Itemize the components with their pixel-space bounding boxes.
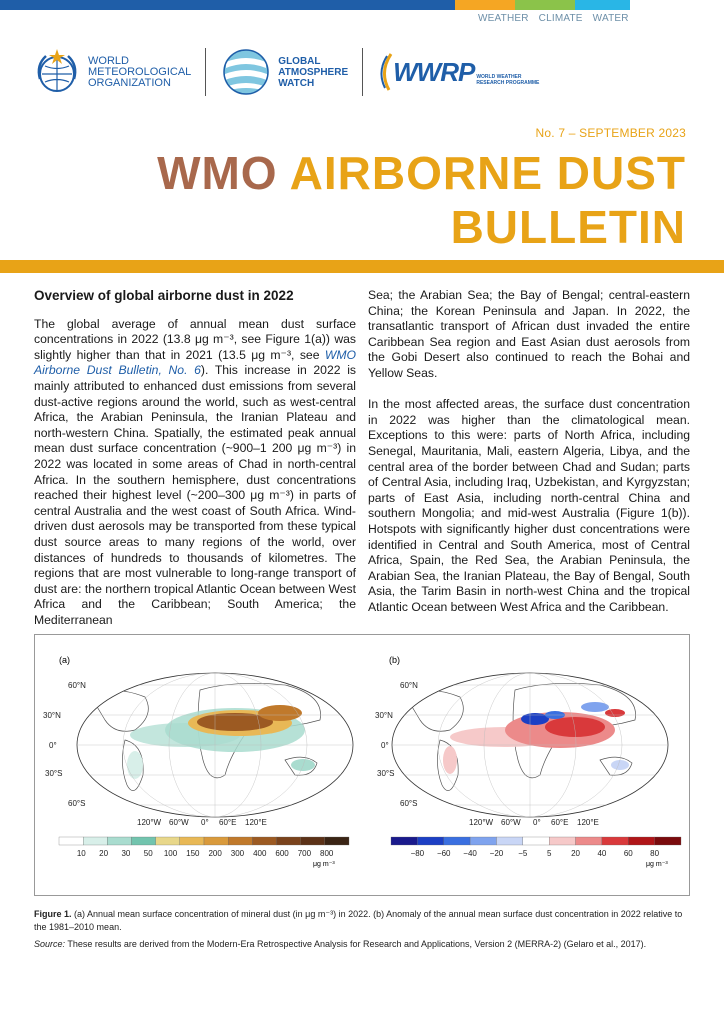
logo-divider [362,48,363,96]
panel-a-lon-120w: 120°W [137,818,162,827]
panel-b-tarim-positive [605,709,625,717]
article-column-right [368,288,690,631]
tagline-weather: WEATHER [478,13,529,24]
panel-a-lon-60w: 60°W [169,818,189,827]
paragraph-1-part-1 [34,317,356,629]
panel-a-lat-30s: 30°S [45,769,63,778]
panel-b-colorbar-swatch [496,837,522,845]
panel-b-unit: μg m⁻³ [646,861,668,868]
caption-figure-label: Figure 1. [34,909,72,919]
gaw-logo-line1: GLOBAL [278,55,321,67]
gaw-logo [220,44,348,100]
panel-a-colorbar-tick: 200 [208,849,222,858]
article-column-left [34,288,356,644]
panel-b-colorbar-swatch [391,837,417,845]
tagline-water: WATER [592,13,629,24]
panel-a-colorbar-swatch [83,837,107,845]
panel-a-lat-30n: 30°N [43,711,61,720]
panel-a-asia-dust [258,705,302,721]
caption-source-text: These results are derived from the Modern-Era Retrospective Analysis for Research and Applications, Version 2 (MERRA-2) (Gelaro et al., 2017). [65,939,647,949]
gaw-logo-line3: WATCH [278,77,315,89]
panel-a-colorbar-swatch [325,837,349,845]
panel-a-colorbar-tick: 700 [297,849,312,858]
bar-segment-cyan [575,0,630,10]
panel-b-lon-60e: 60°E [551,818,569,827]
panel-a-colorbar-swatch [277,837,301,845]
panel-b-lon-labels [469,818,599,827]
panel-b-colorbar-swatch [655,837,681,845]
panel-b-colorbar-swatch [549,837,575,845]
panel-a-colorbar-swatch [252,837,276,845]
panel-b-colorbar-swatch [628,837,654,845]
panel-b-label: (b) [389,655,400,665]
panel-a-lat-0: 0° [49,741,57,750]
panel-b-lat-0: 0° [381,741,389,750]
panel-a-lat-60s: 60°S [68,799,86,808]
page-title [157,146,686,254]
tagline [478,13,629,24]
panel-b-colorbar-tick: −20 [489,849,504,858]
panel-a-colorbar-tick: 300 [230,849,245,858]
logo-strip [32,42,539,102]
panel-b-colorbar-swatch [576,837,602,845]
panel-b-colorbar-tick: −80 [410,849,425,858]
panel-b-map [390,673,670,817]
gaw-globe-icon [220,44,272,100]
panel-a-colorbar-swatch [132,837,156,845]
panel-b-colorbar-tick: −40 [463,849,477,858]
gaw-logo-line2: ATMOSPHERE [278,66,349,78]
panel-b-colorbar-tick: 5 [546,849,552,858]
bar-segment-green [515,0,575,10]
paragraph-2: In the most affected areas, the surface dust concentration in 2022 was higher than the climatological mean. Exceptions to this were: parts of North Africa, including Senegal, Mauritania, Mali, eastern Algeria, Libya, and the central area of the border between Chad and Sudan; parts of Central Asia, including Iraq, Uzbekistan, and Kyrgyzstan; parts of East Asia, including north-central China and southern Mongolia; and mid-west Australia (Figure 1(b)). Hotspots with significantly higher dust concentrations were identified in Central and South America, most of Central Africa, Spain, the Red Sea, the Arabian Peninsula, the Arabian Sea, the Iranian Plateau, the Bay of Bengal, South Asia, the Tarim Basin in north-west China and the tropical Atlantic Ocean between West Africa and the Caribbean. [368,397,690,614]
paragraph-1-part-2: Sea; the Arabian Sea; the Bay of Bengal; central-eastern China; the Korean Peninsula and Japan. In 2022, the transatlantic transport of African dust invaded the entire Caribbean Sea region and East Asian dust aerosols from the Gobi Desert also continued to reach the Bohai and Yellow Seas. [368,288,690,380]
panel-a-colorbar [59,837,349,845]
panel-b-colorbar-swatch [470,837,496,845]
panel-b-colorbar-swatch [602,837,628,845]
caption-text: (a) Annual mean surface concentration of mineral dust (in μg m⁻³) in 2022. (b) Anomaly of the annual mean surface dust concentration in 2022 relative to the 1981–2010 mean. [34,909,683,932]
panel-a-colorbar-swatch [228,837,252,845]
panel-b-lat-60s: 60°S [400,799,418,808]
panel-a-colorbar-ticks [77,849,334,858]
wwrp-mark: WWRP [393,56,475,87]
panel-a-colorbar-swatch [301,837,325,845]
panel-b-lat-30s: 30°S [377,769,395,778]
wwrp-sub-line2: RESEARCH PROGRAMME [476,80,540,86]
panel-b-sahel-negative [521,713,549,725]
figure-1-maps [35,635,689,895]
panel-a-colorbar-tick: 10 [76,849,86,858]
panel-b-colorbar-ticks [411,849,660,858]
bar-segment-orange [455,0,515,10]
panel-b-lat-30n: 30°N [375,711,393,720]
panel-b-colorbar-tick: 20 [571,849,580,858]
panel-a-colorbar-tick: 600 [275,849,289,858]
panel-b-colorbar [391,837,681,845]
logo-divider [205,48,206,96]
panel-a-colorbar-swatch [180,837,204,845]
tagline-climate: CLIMATE [538,13,583,24]
wwrp-sub-line1: WORLD WEATHER [476,74,522,80]
panel-b-colorbar-tick: 60 [623,849,633,858]
panel-b-lon-0: 0° [533,818,541,827]
panel-a-colorbar-tick: 30 [121,849,131,858]
panel-b-colorbar-swatch [444,837,470,845]
panel-a-lat-60n: 60°N [68,681,86,690]
panel-b-asia-negative [581,702,609,712]
title-rule [0,260,724,273]
panel-b-colorbar-tick: 40 [597,849,607,858]
issue-number: No. 7 – SEPTEMBER 2023 [535,126,686,140]
panel-a-samerica-dust [127,751,143,779]
wwrp-logo [377,52,539,92]
wmo-logo-line3: ORGANIZATION [88,76,171,89]
top-color-bar [0,0,630,10]
panel-a-lon-0: 0° [201,818,209,827]
panel-a-colorbar-tick: 150 [186,849,200,858]
panel-a-map [75,673,355,817]
panel-a-lon-120e: 120°E [245,818,267,827]
figure-1 [34,634,690,896]
panel-b-colorbar-swatch [523,837,549,845]
panel-a-colorbar-tick: 20 [99,849,109,858]
panel-b-samerica-positive [443,746,457,774]
panel-b-colorbar-tick: −5 [518,849,528,858]
p1-text-a: The global average of annual mean dust surface concentrations in 2022 (13.8 μg m⁻³, see Figure 1(a)) was slightly higher than that in 2021 (13.5 μg m⁻³, see [34,316,356,362]
caption-source-label: Source: [34,939,66,949]
panel-a-australia-dust [291,759,315,771]
title-wmo: WMO [157,147,278,199]
wmo-emblem-icon [32,47,82,97]
panel-a-colorbar-swatch [204,837,228,845]
panel-a-colorbar-tick: 400 [253,849,267,858]
panel-b-colorbar-tick: 80 [650,849,660,858]
title-airborne-dust: AIRBORNE DUST [289,147,686,199]
panel-a-lon-60e: 60°E [219,818,237,827]
bar-segment-blue [0,0,455,10]
figure-caption [34,908,690,951]
panel-b-lon-120e: 120°E [577,818,599,827]
panel-a-label: (a) [59,655,70,665]
panel-b-colorbar-swatch [417,837,443,845]
panel-a-colorbar-tick: 100 [163,849,178,858]
panel-a-unit: μg m⁻³ [313,861,335,868]
panel-b-lon-120w: 120°W [469,818,494,827]
panel-a-colorbar-swatch [59,837,83,845]
wmo-logo-line1: WORLD [88,54,129,67]
panel-a-lon-labels [137,818,267,827]
panel-b-lon-60w: 60°W [501,818,521,827]
panel-b-colorbar-tick: −60 [436,849,451,858]
panel-b-lat-60n: 60°N [400,681,418,690]
panel-a-colorbar-tick: 50 [143,849,153,858]
p1-text-b: ). This increase in 2022 is mainly attributed to enhanced dust emissions from several dust-active regions around the world, such as west-central Africa, the Arabian Peninsula, the Iranian Plateau and north-western China. Spatially, the estimated peak annual mean dust surface concentration (~900–1 200 μg m⁻³) in 2022 was located in some areas of Chad in north-central Africa. In the southern hemisphere, dust concentrations reached their highest level (~200–300 μg m⁻³) in parts of central Australia and the west coast of South Africa. Wind-driven dust aerosols may be transported from these typical dust source areas to many regions of the world, over distances of hundreds to thousands of kilometres. The regions that are most vulnerable to long-range transport of dust are: the northern tropical Atlantic Ocean between West Africa and the Caribbean; South America; the Mediterranean [34,363,356,627]
wmo-logo-line2: METEOROLOGICAL [88,65,192,78]
panel-a-colorbar-swatch [156,837,180,845]
bulletin-6-link[interactable]: WMO Airborne Dust Bulletin, No. 6 [34,347,356,378]
title-bulletin: BULLETIN [450,201,686,253]
wwrp-swoosh-icon [377,52,393,92]
panel-b-australia-negative [611,760,629,770]
wmo-logo [32,47,191,97]
article-heading: Overview of global airborne dust in 2022 [34,288,294,303]
panel-a-colorbar-swatch [107,837,131,845]
panel-b-arabia-positive [545,717,605,737]
panel-a-colorbar-tick: 800 [320,849,334,858]
